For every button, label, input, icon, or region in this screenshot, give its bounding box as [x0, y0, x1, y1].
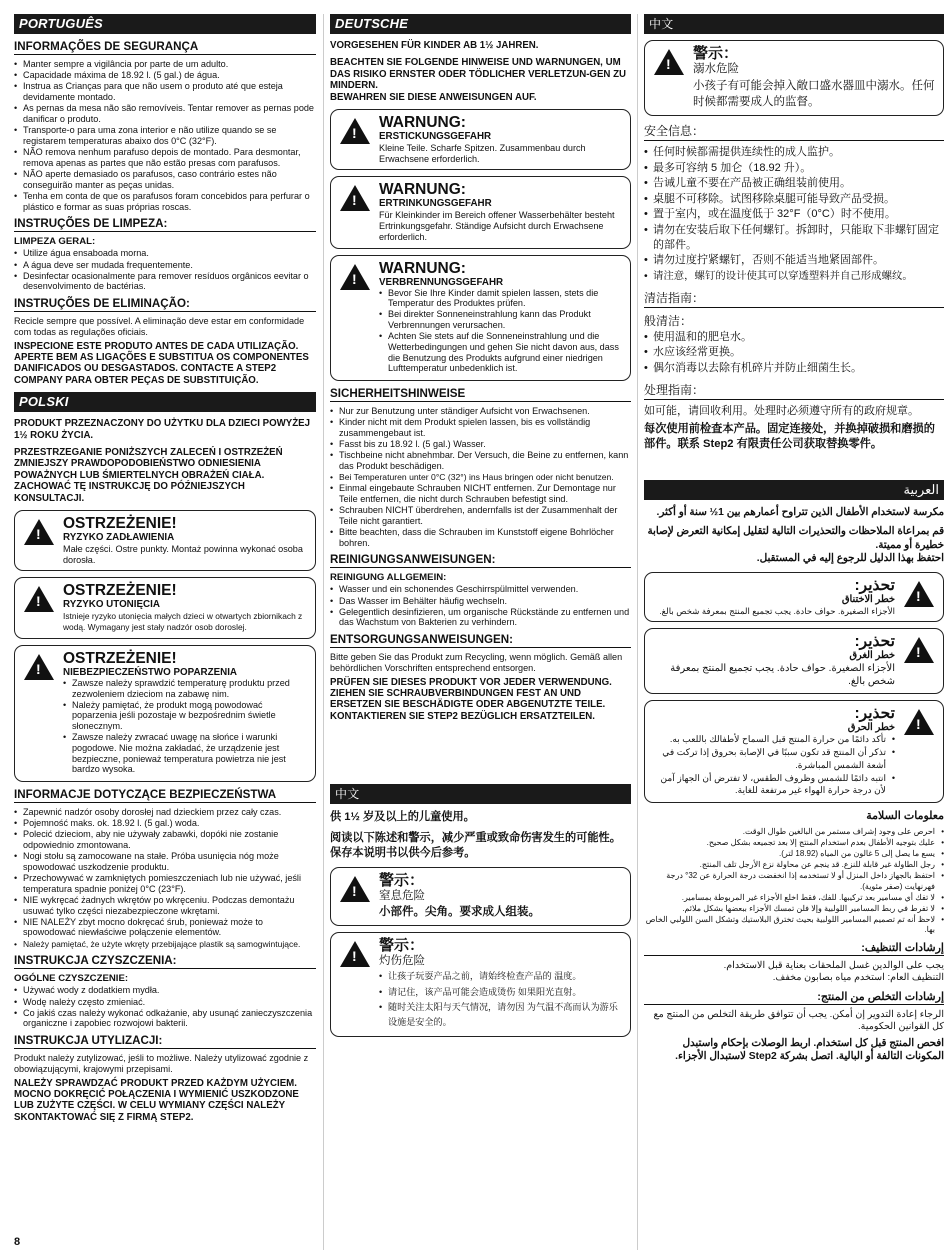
- warning-title: تحذير:: [854, 633, 895, 651]
- list-item: • Gelegentlich desinfizieren, um organische Rückstände zu entfernen und das Wachstum von Bakterien zu verhindern.: [330, 607, 631, 628]
- warning-subtitle: RYZYKO UTONIĘCIA: [63, 599, 160, 611]
- list-item: • Bei Temperaturen unter 0°C (32°) ins Haus bringen oder nicht benutzen.: [330, 472, 631, 483]
- cleaning-list: [14, 985, 316, 1029]
- warning-body: Kleine Teile. Scharfe Spitzen. Zusammenbau durch Erwachsene erforderlich.: [379, 143, 586, 164]
- section-title: معلومات السلامة: [866, 810, 944, 823]
- list-item: • لا تفرط في ربط المسامير اللولبية وإلا فلن تمسك الأجزاء ببعضها بشكل ملائم.: [644, 904, 944, 915]
- warning-subtitle: NIEBEZPIECZEŃSTWO POPARZENIA: [63, 666, 237, 678]
- warning-body: الأجزاء الصغيرة. حواف حادة. يجب تجميع المنتج بمعرفة شخص بالغ.: [670, 663, 895, 688]
- column-middle: [330, 14, 631, 1043]
- section-title: إرشادات التخلص من المنتج:: [644, 990, 944, 1005]
- list-item: • احتفظ بالجهاز داخل المنزل أو لا تستخدمه إذا انخفضت درجة الحرارة عن 32° درجة فهرنهايت (صفر مئوية).: [644, 871, 944, 892]
- list-item: • Manter sempre a vigilância por parte de um adulto.: [14, 59, 316, 70]
- section-title: INSTRUÇÕES DE LIMPEZA:: [14, 217, 316, 232]
- list-item: • 水应该经常更换。: [644, 345, 944, 360]
- list-item: • تذكر أن المنتج قد تكون سببًا في الإصابة بحروق إذا تركت في أشعة الشمس المباشرة.: [652, 746, 895, 771]
- list-item: • 偶尔消毒以去除有机碎片并防止细菌生长。: [644, 361, 944, 376]
- list-item: • Należy pamiętać, że użyte wkręty przebijające plastik są samogwintujące.: [14, 939, 316, 950]
- section-title: 安全信息：: [644, 122, 944, 141]
- warning-title: 警示：: [379, 872, 425, 890]
- list-item: • Das Wasser im Behälter häufig wechseln.: [330, 596, 631, 607]
- warning-triangle-icon: [340, 941, 370, 967]
- list-item: • Tischbeine nicht abnehmbar. Der Versuch, die Beine zu entfernen, kann das Produkt beschädigen.: [330, 450, 631, 471]
- warning-triangle-icon: [24, 586, 54, 612]
- list-item: • Zapewnić nadzór osoby dorosłej nad dzieckiem przez cały czas.: [14, 807, 316, 818]
- list-item: • Schrauben NICHT überdrehen, andernfalls ist der Zusammenhalt der Teile nicht garantiert.: [330, 505, 631, 526]
- warning-box-drowning: [330, 176, 631, 248]
- language-header-chinese: 中文: [644, 14, 944, 34]
- intro-notice: BEACHTEN SIE FOLGENDE HINWEISE UND WARNUNGEN, UM DAS RISIKO ERNSTER ODER TÖDLICHER VERLETZUN-GEN ZU MINDERN.: [330, 57, 627, 92]
- inspection-notice: افحص المنتج قبل كل استخدام. اربط الوصلات بإحكام واستبدل المكونات التالفة أو البالية. اتصل بشركة Step2 لاستبدال الأجزاء.: [675, 1037, 944, 1063]
- warning-box-burn: [330, 932, 631, 1037]
- warning-box-choking: [644, 572, 944, 623]
- warning-triangle-icon: [904, 581, 934, 607]
- list-item: • 告诫儿童不要在产品被正确组装前使用。: [644, 176, 944, 191]
- warning-box-drowning: [14, 577, 316, 638]
- list-item: • A água deve ser mudada frequentemente.: [14, 260, 316, 271]
- age-notice: VORGESEHEN FÜR KINDER AB 1½ JAHREN.: [330, 40, 539, 51]
- warning-subtitle: 溺水危险: [693, 63, 739, 75]
- warning-title: تحذير:: [854, 705, 895, 723]
- warning-title: OSTRZEŻENIE!: [63, 649, 177, 667]
- spacer: [330, 728, 631, 784]
- list-item: • Pojemność maks. ok. 18.92 l. (5 gal.) woda.: [14, 818, 316, 829]
- language-header-portuguese: PORTUGUÊS: [14, 14, 316, 34]
- warning-subtitle: 灼伤危险: [379, 955, 425, 968]
- warning-triangle-icon: [24, 654, 54, 680]
- list-item: • Instrua as Crianças para que não usem o produto até que esteja devidamente montado.: [14, 81, 316, 102]
- list-item: • 让孩子玩耍产品之前，请始终检查产品的 温度。: [379, 969, 623, 984]
- list-item: • 最多可容纳 5 加仑（18.92 升）。: [644, 161, 944, 176]
- warning-list: [379, 288, 623, 375]
- warning-box-choking: [14, 510, 316, 571]
- warning-body: Małe części. Ostre punkty. Montaż powinna wykonać osoba dorosła.: [63, 544, 303, 565]
- list-item: • As pernas da mesa não são removíveis. Tentar remover as pernas pode danificar o produto.: [14, 103, 316, 124]
- column-divider: [323, 14, 324, 1250]
- list-item: • Co jakiś czas należy wykonać odkażanie, aby usunąć zanieczyszczenia organiczne i zapobiec rozwojowi bakterii.: [14, 1008, 316, 1029]
- language-header-arabic: العربية: [644, 480, 944, 500]
- column-divider: [637, 14, 638, 1250]
- warning-triangle-icon: [24, 519, 54, 545]
- page-number: 8: [14, 1236, 21, 1248]
- inspection-notice: PRÜFEN SIE DIESES PRODUKT VOR JEDER VERWENDUNG. ZIEHEN SIE SCHRAUBVERBINDUNGEN FEST AN UND ERSETZEN SIE BESCHÄDIGTE ODER ABGENUTZTE TEILE. KONTAKTIEREN SIE STEP2 BEZÜGLICH ERSATZTEILEN.: [330, 676, 612, 722]
- warning-box-drowning: [644, 40, 944, 116]
- section-title: INFORMACJE DOTYCZĄCE BEZPIECZEŃSTWA: [14, 788, 316, 803]
- safety-list: [644, 145, 944, 284]
- language-header-chinese: 中文: [330, 784, 631, 804]
- warning-body: Istnieje ryzyko utonięcia małych dzieci w otwartych zbiornikach z wodą. Wymagany jest stały nadzór osob doroslej.: [63, 611, 303, 633]
- list-item: • Einmal eingebaute Schrauben NICHT entfernen. Zur Demontage nur Teile entfernen, die nicht durch Schrauben befestigt sind.: [330, 483, 631, 504]
- list-item: • Polecić dzieciom, aby nie używały zabawki, dopóki nie zostanie odpowiednio zmontowana.: [14, 829, 316, 850]
- warning-box-burn: [330, 255, 631, 381]
- list-item: • 置于室内，或在温度低于 32°F（0°C）时不使用。: [644, 207, 944, 222]
- list-item: • Należy pamiętać, że produkt mogą powodować poparzenia jeśli pozostaje w bezpośrednim świetle słonecznym.: [63, 700, 308, 732]
- list-item: • Zawsze należy sprawdzić temperaturę produktu przed zezwoleniem dzieciom na zabawę nim.: [63, 678, 308, 699]
- list-item: • Achten Sie stets auf die Sonneneinstrahlung und die Wetterbedingungen und gehen Sie nicht davon aus, dass die Benutzung des Produkts aufgrund einer niedrigen Lufttemperatur unbedenklich ist.: [379, 331, 623, 374]
- disposal-text: Bitte geben Sie das Produkt zum Recycling, wenn möglich. Gemäß allen behördlichen Vorschriften entsprechend entsorgen.: [330, 652, 623, 673]
- cleaning-text: يجب على الوالدين غسل الملحقات بعناية قبل الاستخدام.: [723, 959, 944, 971]
- subsection-title: LIMPEZA GERAL:: [14, 236, 96, 248]
- list-item: • NÃO aperte demasiado os parafusos, caso contrário estes não conseguirão manter as peças unidas.: [14, 169, 316, 190]
- list-item: • 请勿过度拧紧螺钉，否则不能适当地紧固部件。: [644, 253, 944, 268]
- list-item: • Bei direkter Sonneneinstrahlung kann das Produkt Verbrennungen verursachen.: [379, 309, 623, 330]
- subsection-title: OGÓLNE CZYSZCZENIE:: [14, 973, 129, 985]
- list-item: • 使用温和的肥皂水。: [644, 330, 944, 345]
- subsection-title: REINIGUNG ALLGEMEIN:: [330, 572, 447, 584]
- age-notice: 供 1½ 岁及以上的儿童使用。: [330, 811, 475, 824]
- list-item: • 桌腿不可移除。试图移除桌腿可能导致产品受损。: [644, 192, 944, 207]
- list-item: • NIE wykręcać żadnych wkrętów po wkręceniu. Podczas demontażu usuwać tylko części niezabezpieczone wkrętami.: [14, 895, 316, 916]
- warning-box-burn: [644, 700, 944, 803]
- section-title: 清洁指南：: [644, 289, 944, 308]
- list-item: • 请注意，螺钉的设计使其可以穿透塑料并自己形成螺纹。: [644, 269, 944, 284]
- warning-triangle-icon: [340, 185, 370, 211]
- section-title: إرشادات التنظيف:: [644, 941, 944, 956]
- warning-title: 警示：: [379, 937, 425, 955]
- disposal-text: Recicle sempre que possível. A eliminação deve estar em conformidade com todas as regulações oficiais.: [14, 316, 305, 337]
- section-title: SICHERHEITSHINWEISE: [330, 387, 631, 402]
- list-item: • Capacidade máxima de 18.92 l. (5 gal.) de água.: [14, 70, 316, 81]
- warning-subtitle: 窒息危险: [379, 890, 425, 903]
- list-item: • Nur zur Benutzung unter ständiger Aufsicht von Erwachsenen.: [330, 406, 631, 417]
- age-notice: مكرسة لاستخدام الأطفال الذين تتراوح أعمارهم بين 1½ سنة أو أكثر.: [656, 506, 944, 518]
- warning-box-choking: [330, 109, 631, 170]
- warning-triangle-icon: [904, 709, 934, 735]
- warning-subtitle: RYZYKO ZADŁAWIENIA: [63, 532, 175, 544]
- warning-body: 小部件。尖角。要求成人组装。: [379, 906, 540, 919]
- warning-title: WARNUNG:: [379, 259, 466, 277]
- subsection-title: 般清洁：: [644, 313, 693, 328]
- cleaning-text: التنظيف العام: استخدم مياه بصابون مخفف.: [772, 972, 944, 984]
- language-header-german: DEUTSCHE: [330, 14, 631, 34]
- cleaning-list: [330, 584, 631, 628]
- warning-subtitle: خطر الغرق: [849, 650, 895, 662]
- age-notice: PRODUKT PRZEZNACZONY DO UŻYTKU DLA DZIECI POWYŻEJ 1½ ROKU ŻYCIA.: [14, 418, 311, 441]
- warning-title: WARNUNG:: [379, 114, 466, 132]
- column-right: [644, 14, 944, 1070]
- safety-list: [644, 827, 944, 936]
- keep-instructions-notice: احتفظ بهذا الدليل للرجوع إليه في المستقبل.: [756, 553, 944, 564]
- warning-box-burn: [14, 645, 316, 782]
- list-item: • Transporte-o para uma zona interior e não utilize quando se se registarem temperaturas abaixo dos 0°C (32°F).: [14, 125, 316, 146]
- section-title: INSTRUÇÕES DE ELIMINAÇÃO:: [14, 297, 316, 312]
- list-item: • 请记住，该产品可能会造成烫伤 如果阳光直射。: [379, 985, 623, 1000]
- list-item: • Nogi stołu są zamocowane na stałe. Próba usunięcia nóg może spowodować uszkodzenie produktu.: [14, 851, 316, 872]
- warning-subtitle: ERSTICKUNGSGEFAHR: [379, 131, 492, 143]
- list-item: • Wodę należy często zmieniać.: [14, 997, 316, 1008]
- warning-triangle-icon: [340, 876, 370, 902]
- list-item: • NIE NALEŻY zbyt mocno dokręcać śrub, ponieważ może to spowodować niewłaściwe połączenie elementów.: [14, 917, 316, 938]
- list-item: • انتبه دائمًا للشمس وظروف الطقس، لا تفترض أن الجهاز آمن لأن درجة حرارة الهواء غير مرتفعة للغاية.: [652, 772, 895, 797]
- warning-body: Für Kleinkinder im Bereich offener Wasserbehälter besteht Ertrinkungsgefahr. Ständige Aufsicht durch Erwachsene erforderlich.: [379, 210, 615, 242]
- warning-list: [63, 678, 308, 775]
- warning-subtitle: ERTRINKUNGSGEFAHR: [379, 198, 492, 210]
- warning-list: [379, 969, 623, 1030]
- warning-list: [652, 733, 895, 797]
- list-item: • Przechowywać w zamkniętych pomieszczeniach lub nie używać, jeśli temperatura spadnie poniżej 0°C (23°F).: [14, 873, 316, 894]
- list-item: • Zawsze należy zwracać uwagę na słońce i warunki pogodowe. Nie można zakładać, że urządzenie jest bezpieczne, ponieważ temperatura powietrza nie jest bardzo wysoka.: [63, 732, 308, 775]
- list-item: • يسع ما يصل إلى 5 غالون من المياه (18.92 لتر).: [644, 849, 944, 860]
- spacer: [644, 458, 944, 480]
- disposal-text: Produkt należy zutylizować, jeśli to możliwe. Należy utylizować zgodnie z obowiązującymi, krajowymi przepisami.: [14, 1053, 309, 1074]
- intro-notice: قم بمراعاة الملاحظات والتحذيرات التالية لتقليل إمكانية التعرض لإصابة خطيرة أو مميتة.: [647, 526, 944, 551]
- list-item: • Kinder nicht mit dem Produkt spielen lassen, bis es vollständig zusammengebaut ist.: [330, 417, 631, 438]
- language-header-polish: POLSKI: [14, 392, 316, 412]
- warning-subtitle: VERBRENNUNGSGEFAHR: [379, 276, 504, 288]
- intro-notice: PRZESTRZEGANIE PONIŻSZYCH ZALECEŃ I OSTRZEŻEŃ ZMNIEJSZY PRAWDOPODOBIEŃSTWO ODNIESIENIA POWAŻNYCH LUB ŚMIERTELNYCH OBRAŻEŃ CIAŁA. ZACHOWAĆ TĘ INSTRUKCJĘ DO PÓŹNIEJSZYCH KONSULTACJI.: [14, 447, 283, 504]
- safety-list: [330, 406, 631, 549]
- intro-notice: 阅读以下陈述和警示，减少严重或致命伤害发生的可能性。: [330, 832, 621, 845]
- warning-box-choking: [330, 867, 631, 926]
- list-item: • احرص على وجود إشراف مستمر من البالغين طوال الوقت.: [644, 827, 944, 838]
- warning-triangle-icon: [904, 637, 934, 663]
- keep-instructions-notice: BEWAHREN SIE DIESE ANWEISUNGEN AUF.: [330, 91, 537, 103]
- list-item: • Desinfectar ocasionalmente para remover resíduos orgânicos eevitar o desenvolvimento de bactérias.: [14, 271, 316, 292]
- chinese-section-part1: [330, 784, 631, 1037]
- warning-title: WARNUNG:: [379, 181, 466, 199]
- list-item: • Utilize água ensaboada morna.: [14, 248, 316, 259]
- warning-subtitle: خطر الاختناق: [841, 593, 895, 605]
- list-item: • Tenha em conta de que os parafusos foram concebidos para perfurar o plástico e formar as suas próprias roscas.: [14, 191, 316, 212]
- cleaning-list: [14, 248, 316, 292]
- list-item: • 请勿在安装后取下任何螺钉。拆卸时，只能取下非螺钉固定的部件。: [644, 223, 944, 253]
- warning-triangle-icon: [340, 264, 370, 290]
- section-title: REINIGUNGSANWEISUNGEN:: [330, 553, 631, 568]
- section-title: INFORMAÇÕES DE SEGURANÇA: [14, 40, 316, 55]
- warning-body: الأجزاء الصغيرة. حواف حادة. يجب تجميع المنتج بمعرفة شخص بالغ.: [659, 605, 895, 616]
- list-item: • Fasst bis zu 18.92 l. (5 gal.) Wasser.: [330, 439, 631, 450]
- inspection-notice: 每次使用前检查本产品。固定连接处，并换掉破损和磨损的部件。联系 Step2 有限责任公司获取替换零件。: [644, 422, 935, 450]
- list-item: • لا تفك أي مسامير بعد تركيبها. للفك، فقط اخلع الأجزاء غير المربوطة بمسامير.: [644, 893, 944, 904]
- section-title: 处理指南：: [644, 381, 944, 400]
- list-item: • Używać wody z dodatkiem mydła.: [14, 985, 316, 996]
- column-left: [14, 14, 316, 1129]
- section-title: INSTRUKCJA CZYSZCZENIA:: [14, 954, 316, 969]
- section-title: INSTRUKCJA UTYLIZACJI:: [14, 1034, 316, 1049]
- safety-list: [14, 807, 316, 950]
- keep-instructions-notice: 保存本说明书以供今后参考。: [330, 847, 476, 860]
- warning-body: 小孩子有可能会掉入敞口盛水器皿中溺水。任何时候都需要成人的监督。: [693, 80, 935, 108]
- list-item: • 随时关注太阳与天气情况，请勿因 为气温不高而认为游乐设施是安全的。: [379, 1000, 623, 1030]
- cleaning-list: [644, 330, 944, 376]
- warning-title: تحذير:: [854, 576, 895, 594]
- list-item: • رجل الطاولة غير قابلة للنزع. قد ينجم عن محاولة نزع الأرجل تلف المنتج.: [644, 860, 944, 871]
- list-item: • تأكد دائمًا من حرارة المنتج قبل السماح لأطفالك باللعب به.: [652, 733, 895, 746]
- arabic-section: [644, 480, 944, 1064]
- warning-triangle-icon: [340, 118, 370, 144]
- warning-title: OSTRZEŻENIE!: [63, 582, 177, 600]
- list-item: • 任何时候都需提供连续性的成人监护。: [644, 145, 944, 160]
- list-item: • Bitte beachten, dass die Schrauben im Kunststoff eigene Bohrlöcher bohren.: [330, 527, 631, 548]
- list-item: • عليك بتوجيه الأطفال بعدم استخدام المنتج إلا بعد تجميعه بشكل صحيح.: [644, 838, 944, 849]
- list-item: • NÃO remova nenhum parafuso depois de montado. Para desmontar, remova apenas as partes que não estão presas com parafusos.: [14, 147, 316, 168]
- inspection-notice: NALEŻY SPRAWDZAĆ PRODUKT PRZED KAŻDYM UŻYCIEM. MOCNO DOKRĘCIĆ POŁĄCZENIA I WYMIENIĆ USZKODZONE LUB ZUŻYTE CZĘŚCI. W CELU WYMIANY CZĘŚCI NALEŻY SKONTAKTOWAĆ SIĘ Z FIRMĄ STEP2.: [14, 1077, 299, 1123]
- list-item: • Wasser und ein schonendes Geschirrspülmittel verwenden.: [330, 584, 631, 595]
- warning-box-drowning: [644, 628, 944, 694]
- section-title: ENTSORGUNGSANWEISUNGEN:: [330, 633, 631, 648]
- disposal-text: 如可能，请回收利用。处理时必须遵守所有的政府规章。: [644, 404, 919, 417]
- disposal-text: الرجاء إعادة التدوير إن أمكن. يجب أن تتوافق طريقة التخلص من المنتج مع كل القوانين الحكومية.: [653, 1008, 944, 1033]
- chinese-section-part2: [644, 14, 944, 452]
- safety-list: [14, 59, 316, 212]
- warning-triangle-icon: [654, 49, 684, 75]
- list-item: • لاحظ أنه تم تصميم المسامير اللولبية بحيث تخترق البلاستيك وتشكل السن اللولبي الخاص بها.: [644, 915, 944, 936]
- inspection-notice: INSPECIONE ESTE PRODUTO ANTES DE CADA UTILIZAÇÃO. APERTE BEM AS LIGAÇÕES E SUBSTITUA OS COMPONENTES DANIFICADOS OU DESGASTADOS. CONTACTE A STEP2 COMPANY PARA OBTER PEÇAS DE SUBSTITUIÇÃO.: [14, 340, 309, 386]
- warning-title: 警示：: [693, 45, 739, 62]
- list-item: • Bevor Sie Ihre Kinder damit spielen lassen, stets die Temperatur des Produktes prüfen.: [379, 288, 623, 309]
- warning-title: OSTRZEŻENIE!: [63, 515, 177, 533]
- warning-subtitle: خطر الحرق: [847, 722, 895, 734]
